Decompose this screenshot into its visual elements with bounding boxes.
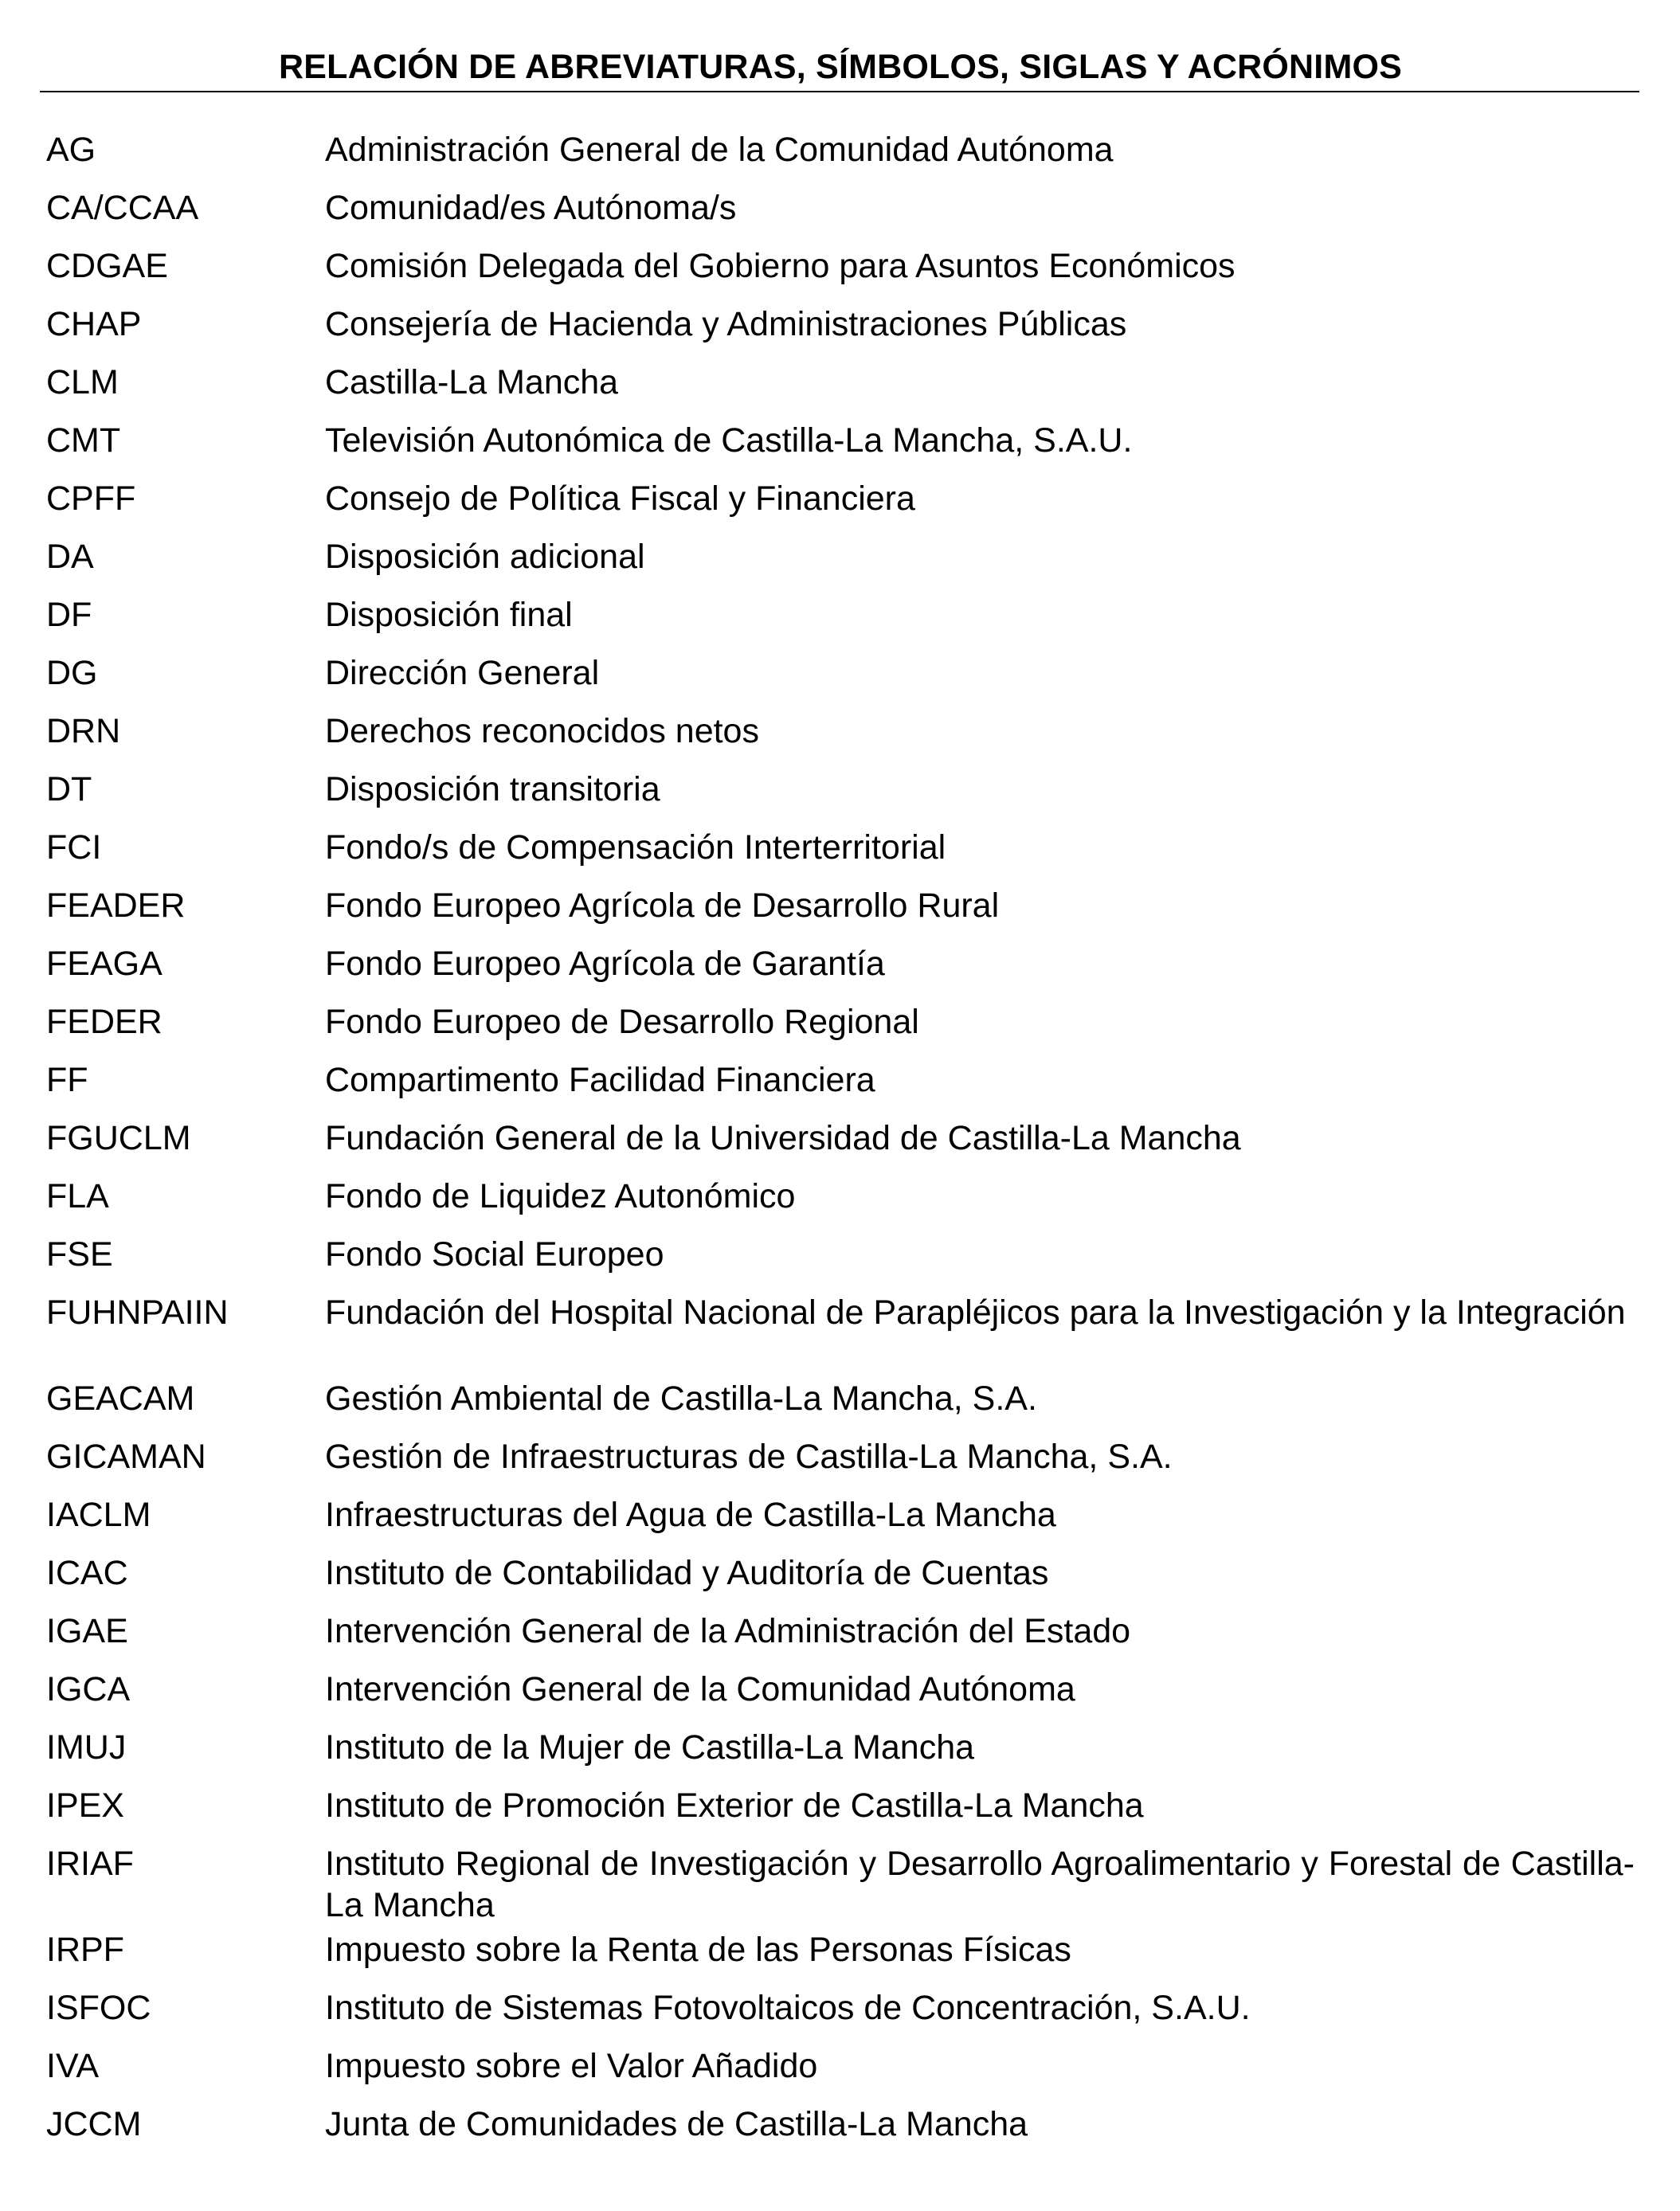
abbreviation: CHAP [46,305,142,343]
abbreviation: FSE [46,1235,113,1274]
abbreviation: DT [46,770,92,808]
abbreviation-meaning: Junta de Comunidades de Castilla-La Mancha [325,2105,1028,2143]
list-item [46,1552,1636,1610]
abbreviation: AG [46,131,96,169]
abbreviation: FGUCLM [46,1119,191,1157]
abbreviation-meaning: Intervención General de la Comunidad Autónoma [325,1670,1075,1708]
list-item [46,478,1636,536]
abbreviation: IRPF [46,1931,124,1969]
list-item [46,1001,1636,1059]
list-item [46,1669,1636,1727]
list-item [46,2045,1636,2103]
abbreviation-meaning: Fondo de Liquidez Autonómico [325,1177,796,1215]
abbreviation: IMUJ [46,1728,127,1767]
list-item [46,187,1636,245]
abbreviation-meaning: Castilla-La Mancha [325,363,619,401]
abbreviation: FLA [46,1177,109,1215]
abbreviation: CA/CCAA [46,189,199,227]
abbreviation: DA [46,538,94,576]
abbreviation-meaning: Compartimento Facilidad Financiera [325,1061,875,1099]
abbreviation-meaning: Televisión Autonómica de Castilla-La Mancha, S.A.U. [325,421,1133,460]
list-item [46,303,1636,362]
list-item [46,827,1636,885]
abbreviation-meaning: Fondo Europeo Agrícola de Garantía [325,945,885,983]
abbreviation-meaning: Consejo de Política Fiscal y Financiera [325,479,915,518]
abbreviation-meaning: Fundación General de la Universidad de Castilla-La Mancha [325,1119,1241,1157]
list-item [46,362,1636,420]
list-item [46,769,1636,827]
abbreviation: IGCA [46,1670,131,1708]
abbreviation-meaning: Instituto de Contabilidad y Auditoría de Cuentas [325,1554,1049,1592]
abbreviation: FCI [46,828,102,867]
abbreviation: FEDER [46,1003,163,1041]
abbreviation-meaning: Disposición final [325,596,573,634]
abbreviation: CMT [46,421,121,460]
list-item [46,420,1636,478]
abbreviation-meaning: Disposición transitoria [325,770,660,808]
abbreviation-meaning: Comisión Delegada del Gobierno para Asuntos Económicos [325,247,1236,285]
list-item [46,1843,1636,1929]
abbreviation-meaning: Administración General de la Comunidad Autónoma [325,131,1114,169]
abbreviation: IPEX [46,1786,124,1825]
abbreviation-meaning: Consejería de Hacienda y Administraciones Públicas [325,305,1127,343]
list-item [46,594,1636,652]
abbreviation: GICAMAN [46,1438,206,1476]
list-item [46,1234,1636,1292]
abbreviation: FEADER [46,886,186,925]
abbreviation-meaning: Instituto de la Mujer de Castilla-La Mancha [325,1728,975,1767]
abbreviation-meaning: Fondo Europeo de Desarrollo Regional [325,1003,919,1041]
abbreviation: GEACAM [46,1379,195,1418]
abbreviation-meaning: Impuesto sobre la Renta de las Personas Físicas [325,1931,1071,1969]
abbreviation-meaning: Fondo Social Europeo [325,1235,664,1274]
abbreviation: IGAE [46,1612,128,1650]
abbreviation: FF [46,1061,88,1099]
abbreviation-meaning: Gestión Ambiental de Castilla-La Mancha, S.A. [325,1379,1037,1418]
list-item [46,1378,1636,1436]
abbreviation: FEAGA [46,945,163,983]
list-item [46,1176,1636,1234]
abbreviation-meaning: Gestión de Infraestructuras de Castilla-La Mancha, S.A. [325,1438,1173,1476]
list-item [46,2103,1636,2162]
abbreviation-meaning: Impuesto sobre el Valor Añadido [325,2047,818,2085]
abbreviation: IVA [46,2047,100,2085]
abbreviation: ISFOC [46,1989,151,2027]
list-item [46,1436,1636,1494]
abbreviation: CDGAE [46,247,168,285]
abbreviation-meaning: Intervención General de la Administración del Estado [325,1612,1131,1650]
abbreviation: DF [46,596,92,634]
list-item [46,1727,1636,1785]
abbreviation-meaning: Instituto Regional de Investigación y Desarrollo Agroalimentario y Forestal de Castilla-La Mancha [325,1845,1635,1924]
abbreviation: JCCM [46,2105,142,2143]
abbreviation-list [46,129,1636,2162]
list-item [46,1785,1636,1843]
abbreviation-meaning: Fondo Europeo Agrícola de Desarrollo Rural [325,886,1000,925]
list-item [46,1494,1636,1552]
abbreviation-meaning: Dirección General [325,654,600,692]
list-item [46,1610,1636,1669]
abbreviation-meaning: Derechos reconocidos netos [325,712,759,750]
abbreviation: DRN [46,712,121,750]
abbreviation-meaning: Infraestructuras del Agua de Castilla-La Mancha [325,1496,1056,1534]
list-item [46,652,1636,710]
abbreviation: CPFF [46,479,136,518]
abbreviation-meaning: Comunidad/es Autónoma/s [325,189,737,227]
list-item [46,885,1636,943]
list-item [46,129,1636,187]
abbreviation-meaning: Disposición adicional [325,538,645,576]
title-divider [40,91,1639,92]
list-item [46,1292,1636,1378]
abbreviation: FUHNPAIIN [46,1293,229,1332]
abbreviation-meaning: Instituto de Sistemas Fotovoltaicos de Concentración, S.A.U. [325,1989,1251,2027]
abbreviation: ICAC [46,1554,128,1592]
list-item [46,1929,1636,1987]
list-item [46,710,1636,769]
list-item [46,536,1636,594]
list-item [46,1059,1636,1117]
abbreviation: DG [46,654,98,692]
list-item [46,1987,1636,2045]
list-item [46,1117,1636,1176]
abbreviation: IACLM [46,1496,151,1534]
abbreviation: IRIAF [46,1845,134,1883]
list-item [46,245,1636,303]
list-item [46,943,1636,1001]
page-title: RELACIÓN DE ABREVIATURAS, SÍMBOLOS, SIGLAS Y ACRÓNIMOS [278,48,1402,86]
abbreviation-meaning: Fundación del Hospital Nacional de Parapléjicos para la Investigación y la Integración [325,1293,1626,1332]
abbreviation-meaning: Instituto de Promoción Exterior de Castilla-La Mancha [325,1786,1144,1825]
abbreviation: CLM [46,363,119,401]
abbreviation-meaning: Fondo/s de Compensación Interterritorial [325,828,946,867]
